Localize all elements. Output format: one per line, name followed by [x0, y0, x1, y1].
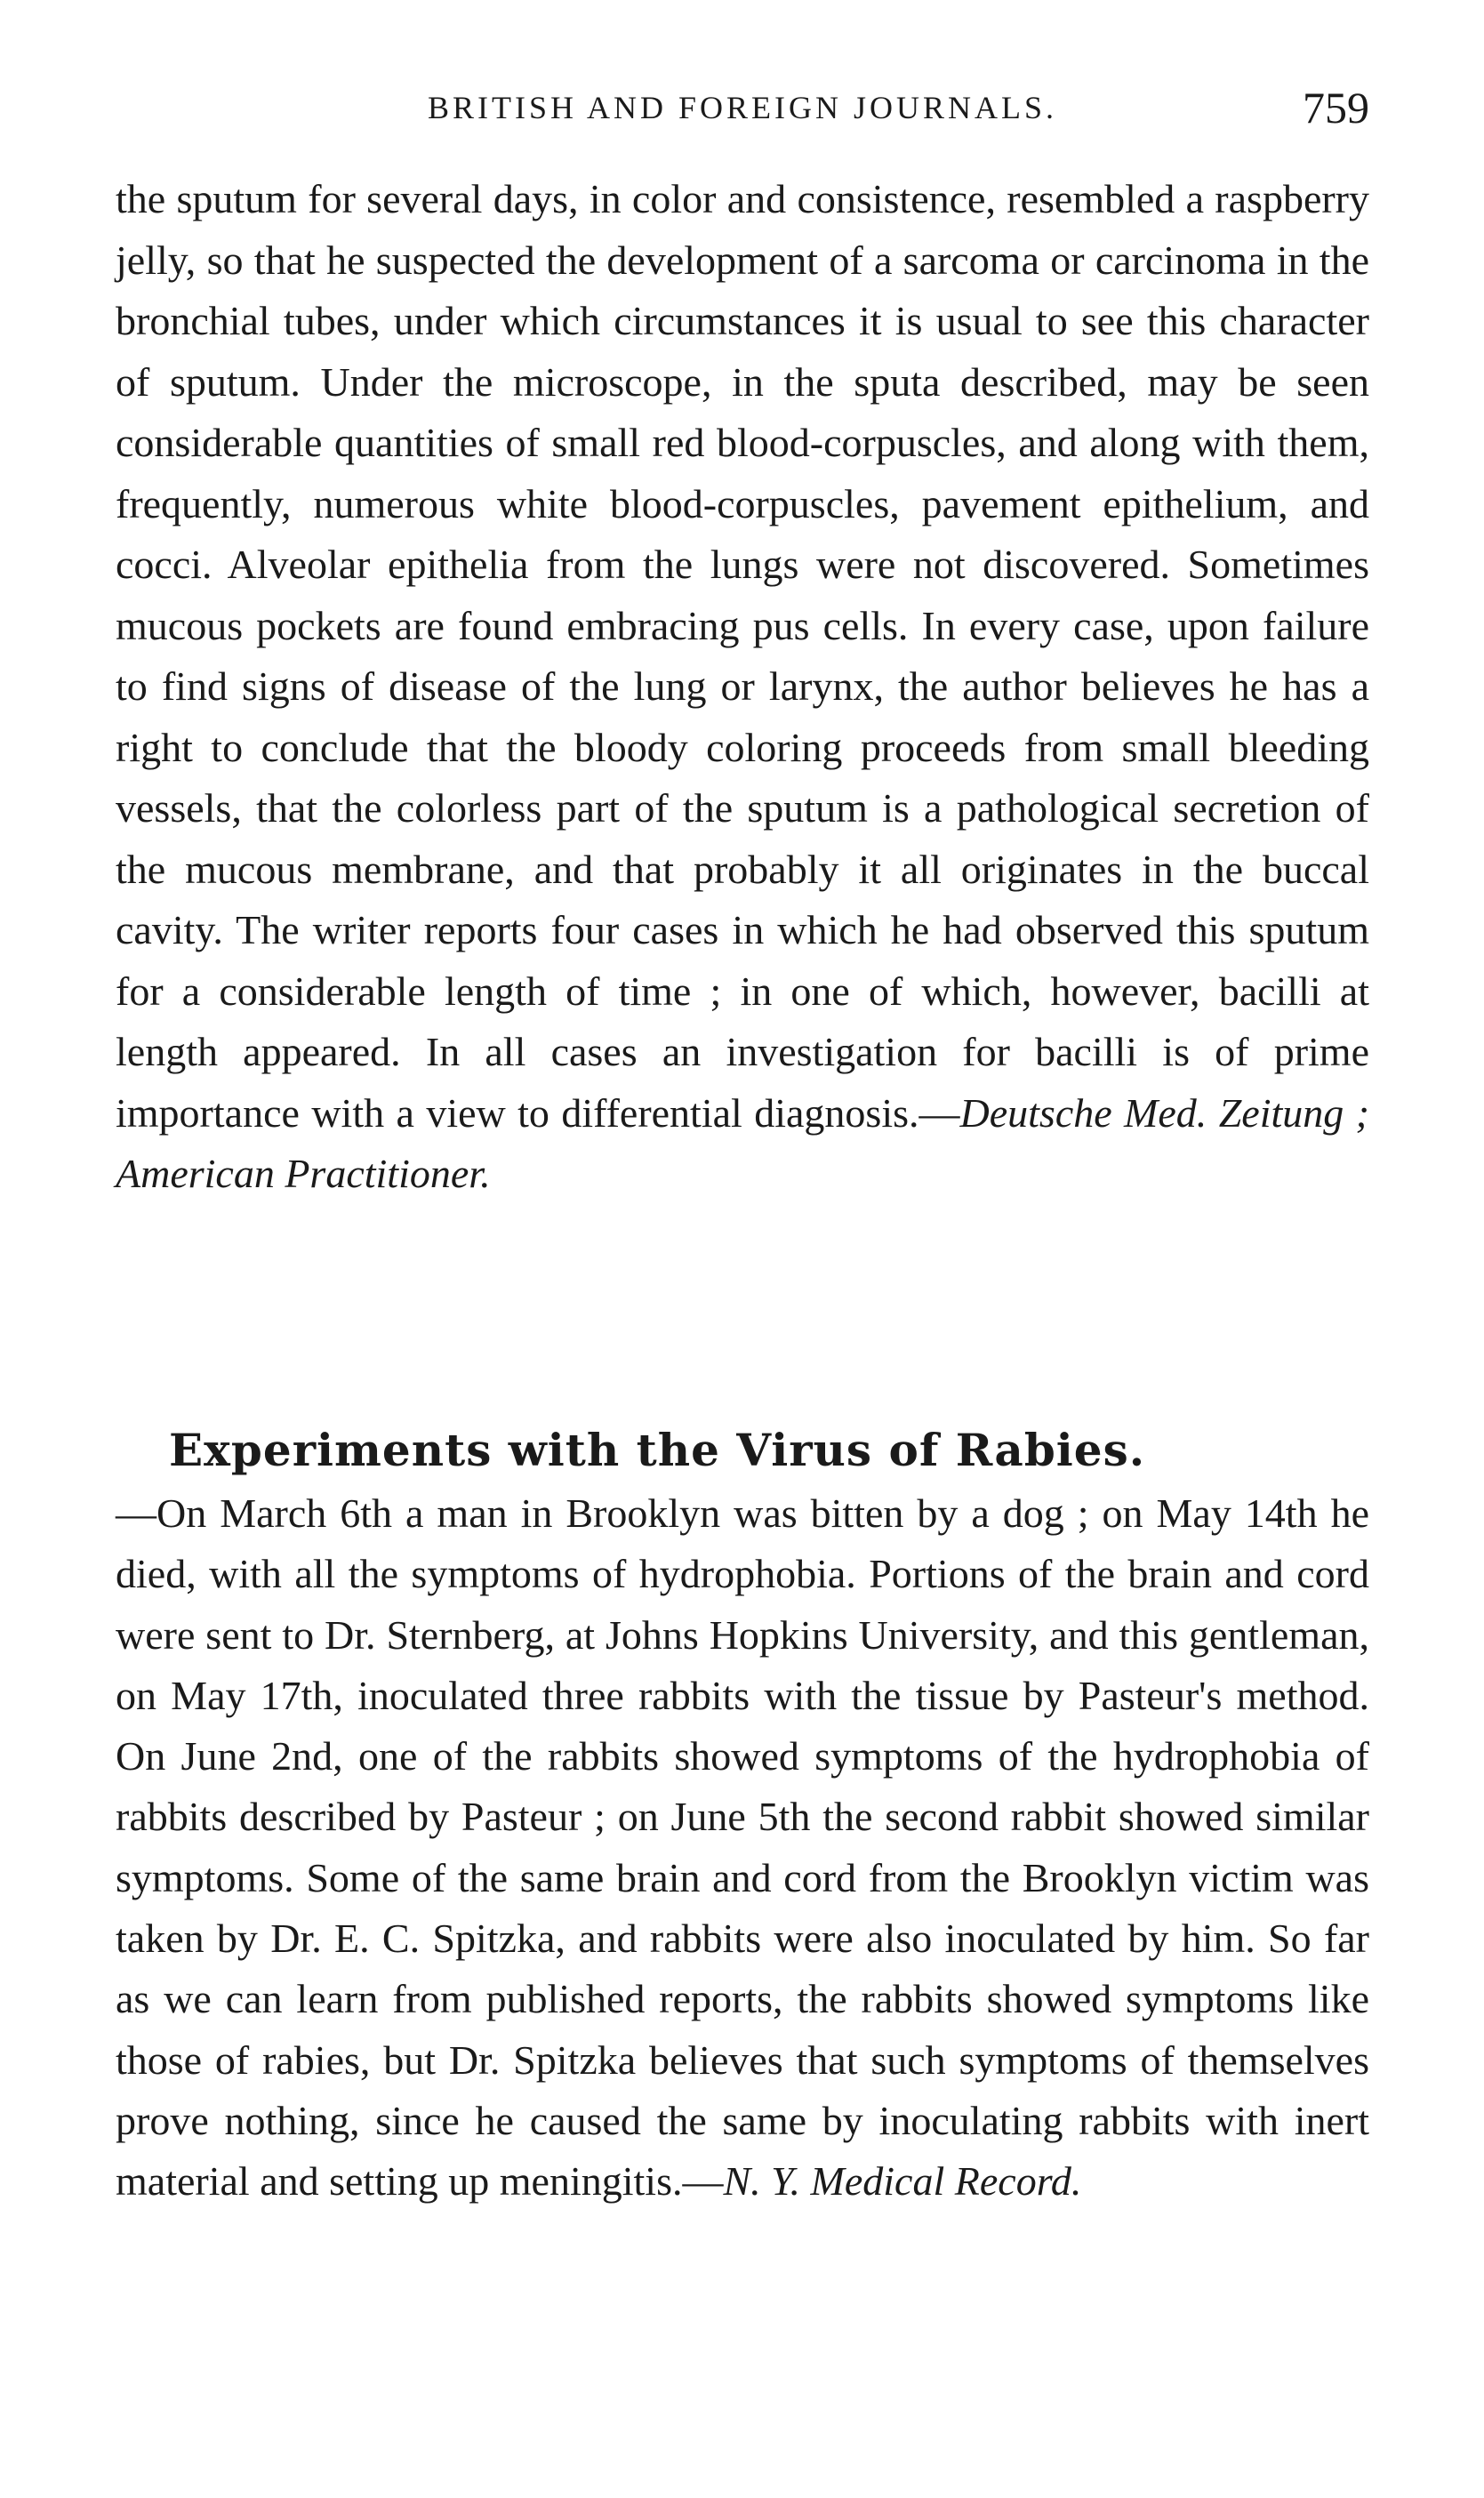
page-number: 759 [1303, 83, 1369, 133]
article-continuation [116, 169, 1369, 1205]
article-body: —On March 6th a man in Brooklyn was bitten by a dog ; on May 14th he died, with all the symptoms of hydrophobia. Portions of the brain and cord were sent to Dr. Sternberg, at Johns Hopkins University, and this gentleman, on May 17th, inoculated three rabbits with the tissue by Pasteur's method. On June 2nd, one of the rabbits showed symptoms of the hydrophobia of rabbits described by Pasteur ; on June 5th the second rabbit showed similar symptoms. Some of the same brain and cord from the Brooklyn victim was taken by Dr. E. C. Spitzka, and rabbits were also inoculated by him. So far as we can learn from published reports, the rabbits showed symptoms like those of rabies, but Dr. Spitzka believes that such symptoms of themselves prove nothing, since he caused the same by inoculating rabbits with inert material and setting up meningitis.— [116, 1490, 1369, 2205]
article-heading-block [116, 1420, 1369, 1481]
article-heading: Experiments with the Virus of Rabies. [169, 1424, 1146, 1476]
rabies-article [116, 1483, 1369, 2213]
article-body: the sputum for several days, in color and consistence, resembled a raspberry jelly, so that he suspected the development of a sarcoma or carcinoma in the bronchial tubes, under which circumstances it is usual to see this character of sputum. Under the microscope, in the sputa described, may be seen considerable quantities of small red blood-corpuscles, and along with them, frequently, numerous white blood-corpuscles, pavement epithelium, and cocci. Alveolar epithelia from the lungs were not discovered. Sometimes mucous pockets are found embracing pus cells. In every case, upon failure to find signs of disease of the lung or larynx, the author believes he has a right to conclude that the bloody coloring proceeds from small bleeding vessels, that the colorless part of the sputum is a pathological secretion of the mucous membrane, and that probably it all originates in the buccal cavity. The writer reports four cases in which he had observed this sputum for a considerable length of time ; in one of which, however, bacilli at length appeared. In all cases an investigation for bacilli is of prime importance with a view to differential diagnosis.— [116, 176, 1369, 1136]
article-citation: N. Y. Medical Record. [723, 2158, 1082, 2205]
running-head [116, 82, 1369, 135]
article-citation: Deutsche Med. Zeitung ; American Practitioner. [116, 1089, 1369, 1196]
running-title: BRITISH AND FOREIGN JOURNALS. [427, 90, 1058, 125]
